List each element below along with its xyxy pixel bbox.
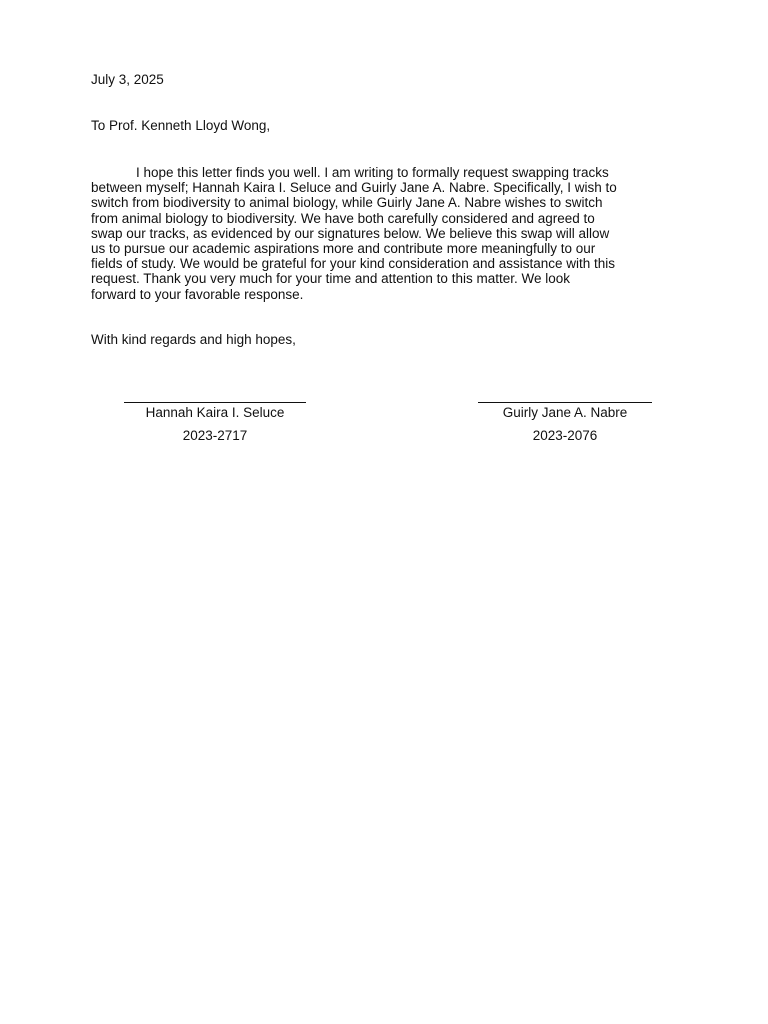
letter-date: July 3, 2025 [91, 72, 164, 87]
body-line: between myself; Hannah Kaira I. Seluce and Guirly Jane A. Nabre. Specifically, I wish to [91, 180, 617, 196]
body-line: switch from biodiversity to animal biology, while Guirly Jane A. Nabre wishes to switch [91, 195, 603, 211]
body-line: forward to your favorable response. [91, 286, 304, 302]
body-line: I hope this letter finds you well. I am writing to formally request swapping tracks [136, 165, 609, 180]
letter-closing: With kind regards and high hopes, [91, 332, 296, 347]
signature-block-nabre [472, 386, 658, 444]
letter-body [91, 165, 691, 302]
signature-line [124, 386, 306, 403]
signature-line [478, 386, 652, 403]
body-line: fields of study. We would be grateful for your kind consideration and assistance with this [91, 256, 616, 272]
signatory-name: Hannah Kaira I. Seluce [145, 405, 285, 420]
body-line: request. Thank you very much for your time and attention to this matter. We look [91, 271, 570, 287]
student-id: 2023-2717 [182, 428, 248, 443]
body-line: swap our tracks, as evidenced by our signatures below. We believe this swap will allow [91, 225, 610, 241]
signatory-name: Guirly Jane A. Nabre [502, 405, 628, 420]
body-line: us to pursue our academic aspirations more and contribute more meaningfully to our [91, 240, 596, 256]
body-line: from animal biology to biodiversity. We have both carefully considered and agreed to [91, 210, 595, 226]
student-id: 2023-2076 [532, 428, 598, 443]
signature-block-seluce [118, 386, 312, 444]
letter-salutation: To Prof. Kenneth Lloyd Wong, [91, 118, 271, 133]
